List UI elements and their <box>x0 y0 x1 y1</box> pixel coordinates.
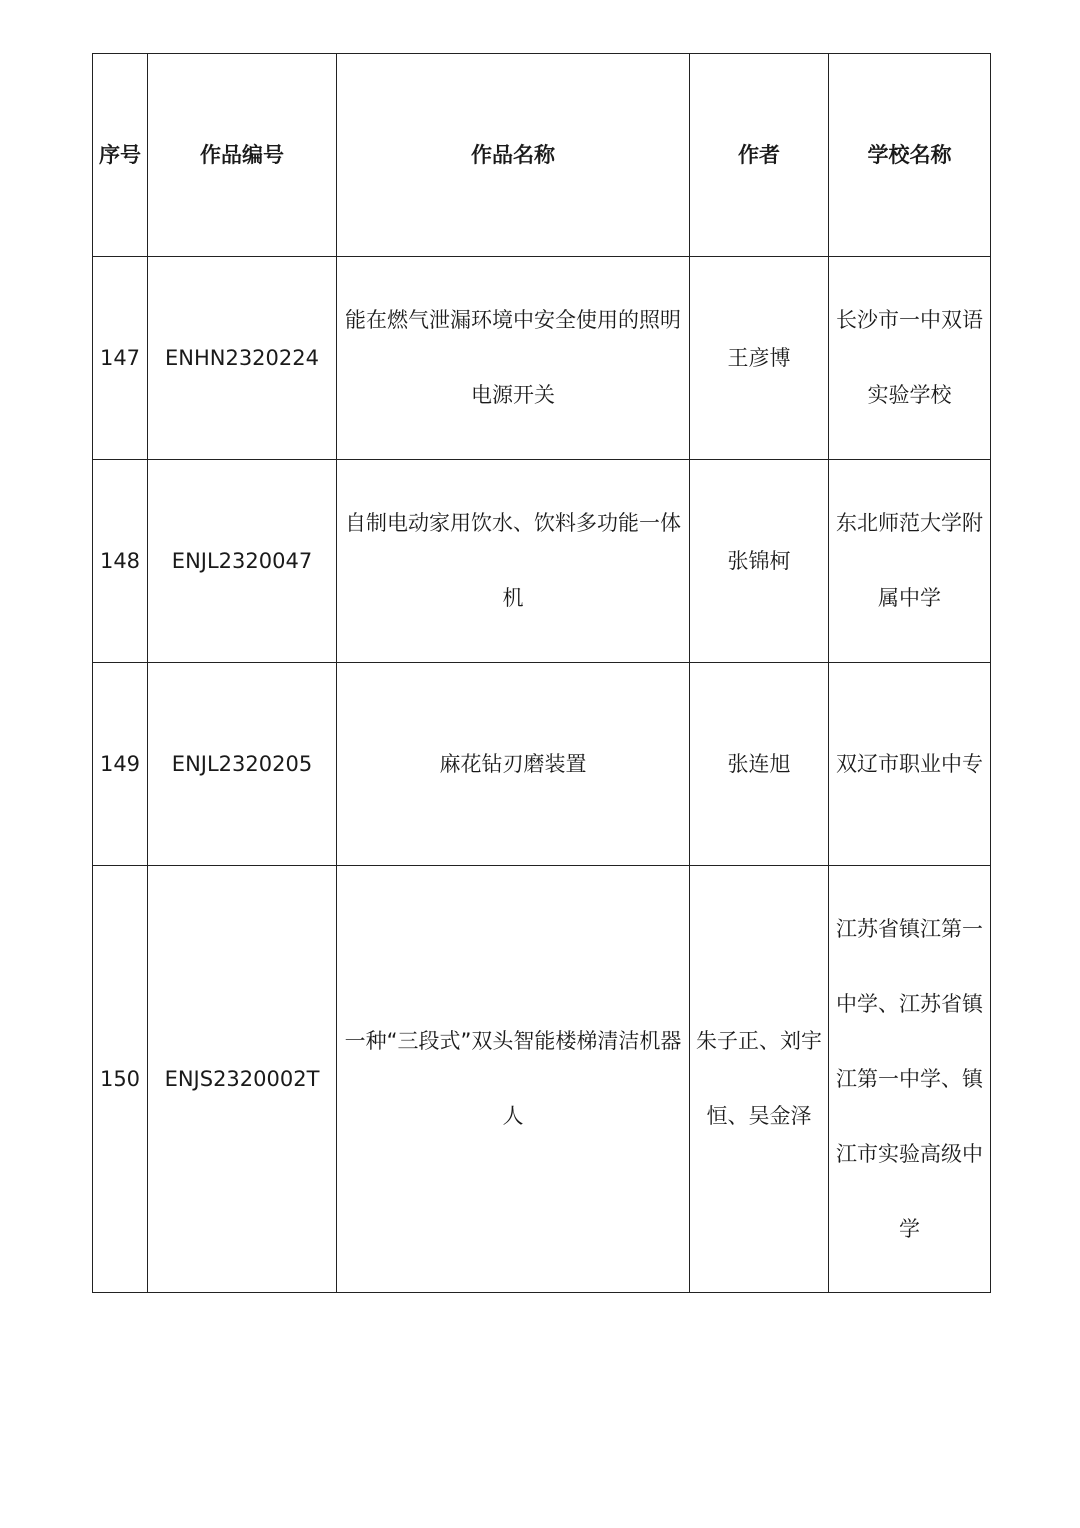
table-row <box>93 460 991 663</box>
cell-name: 能在燃气泄漏环境中安全使用的照明电源开关 <box>337 257 690 460</box>
table-header-row <box>93 54 991 257</box>
cell-author: 张连旭 <box>690 663 829 866</box>
header-author: 作者 <box>690 54 829 257</box>
cell-school: 双辽市职业中专 <box>829 663 991 866</box>
cell-name: 自制电动家用饮水、饮料多功能一体机 <box>337 460 690 663</box>
cell-code: ENJL2320047 <box>148 460 337 663</box>
header-code: 作品编号 <box>148 54 337 257</box>
cell-seq: 147 <box>93 257 148 460</box>
table-row <box>93 257 991 460</box>
cell-seq: 148 <box>93 460 148 663</box>
table-row <box>93 663 991 866</box>
cell-author: 张锦柯 <box>690 460 829 663</box>
cell-name: 麻花钻刃磨装置 <box>337 663 690 866</box>
header-seq: 序号 <box>93 54 148 257</box>
header-name: 作品名称 <box>337 54 690 257</box>
cell-name: 一种“三段式”双头智能楼梯清洁机器人 <box>337 866 690 1293</box>
works-table <box>92 53 991 1293</box>
cell-author: 朱子正、刘宇恒、吴金泽 <box>690 866 829 1293</box>
cell-code: ENJL2320205 <box>148 663 337 866</box>
cell-school: 长沙市一中双语实验学校 <box>829 257 991 460</box>
cell-code: ENJS2320002T <box>148 866 337 1293</box>
cell-school: 东北师范大学附属中学 <box>829 460 991 663</box>
header-school: 学校名称 <box>829 54 991 257</box>
table-row <box>93 866 991 1293</box>
cell-seq: 150 <box>93 866 148 1293</box>
cell-seq: 149 <box>93 663 148 866</box>
cell-author: 王彦博 <box>690 257 829 460</box>
cell-school: 江苏省镇江第一中学、江苏省镇江第一中学、镇江市实验高级中学 <box>829 866 991 1293</box>
cell-code: ENHN2320224 <box>148 257 337 460</box>
